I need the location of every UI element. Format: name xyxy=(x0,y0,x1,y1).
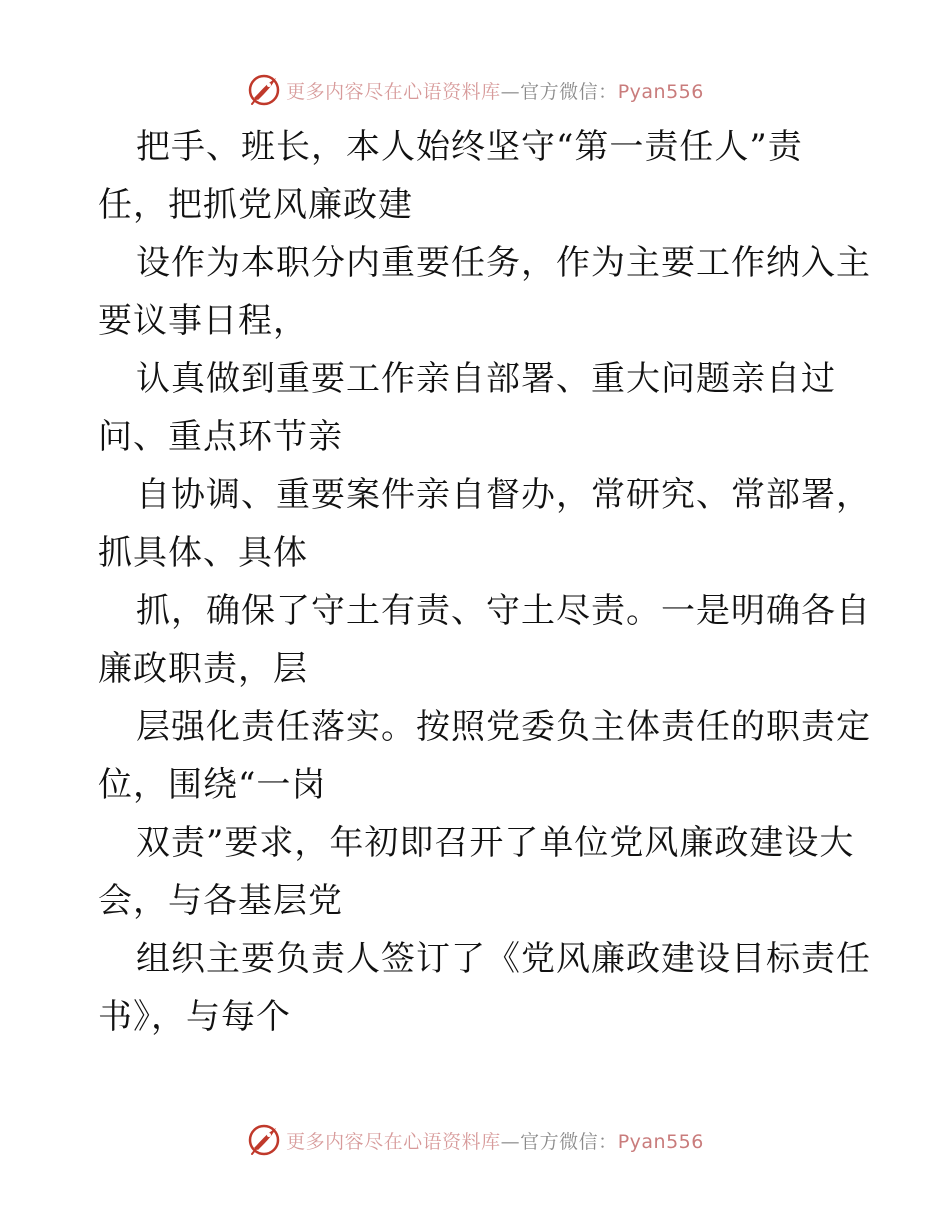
quill-pen-logo-icon xyxy=(246,72,282,108)
paragraph-line: 层强化责任落实。按照党委负主体责任的职责定 xyxy=(136,707,871,747)
paragraph-line: 组织主要负责人签订了《党风廉政建设目标责任 xyxy=(136,939,871,979)
paragraph xyxy=(98,466,898,582)
paragraph-line: 要议事日程， xyxy=(98,301,308,341)
paragraph xyxy=(98,118,898,234)
header-banner xyxy=(0,70,950,110)
paragraph-line: 会，与各基层党 xyxy=(98,881,343,921)
paragraph xyxy=(98,582,898,698)
header-banner-text xyxy=(286,77,704,104)
footer-dash: — xyxy=(500,1130,521,1153)
paragraph-line: 问、重点环节亲 xyxy=(98,417,343,457)
paragraph-line: 双责”要求，年初即召开了单位党风廉政建设大 xyxy=(136,823,855,863)
paragraph xyxy=(98,350,898,466)
paragraph xyxy=(98,234,898,350)
footer-banner-text xyxy=(286,1127,704,1154)
footer-wechat-id: Pyan556 xyxy=(617,1130,704,1153)
paragraph-line: 任，把抓党风廉政建 xyxy=(98,185,413,225)
document-body xyxy=(98,118,898,1046)
paragraph xyxy=(98,814,898,930)
header-dash: — xyxy=(500,80,521,103)
footer-brand: 更多内容尽在心语资料库 xyxy=(286,1130,501,1153)
paragraph-line: 认真做到重要工作亲自部署、重大问题亲自过 xyxy=(136,359,836,399)
header-wechat-label: 官方微信： xyxy=(520,80,618,103)
paragraph xyxy=(98,930,898,1046)
paragraph-line: 书》，与每个 xyxy=(98,997,291,1037)
header-wechat-id: Pyan556 xyxy=(617,80,704,103)
footer-banner xyxy=(0,1120,950,1160)
paragraph-line: 抓，确保了守土有责、守土尽责。一是明确各自 xyxy=(136,591,871,631)
paragraph-line: 抓具体、具体 xyxy=(98,533,308,573)
paragraph-line: 把手、班长，本人始终坚守“第一责任人”责 xyxy=(136,127,803,167)
footer-wechat-label: 官方微信： xyxy=(520,1130,618,1153)
quill-pen-logo-icon xyxy=(246,1122,282,1158)
paragraph-line: 廉政职责，层 xyxy=(98,649,308,689)
header-brand: 更多内容尽在心语资料库 xyxy=(286,80,501,103)
paragraph-line: 设作为本职分内重要任务，作为主要工作纳入主 xyxy=(136,243,871,283)
paragraph-line: 自协调、重要案件亲自督办，常研究、常部署， xyxy=(136,475,871,515)
paragraph-line: 位，围绕“一岗 xyxy=(98,765,327,805)
paragraph xyxy=(98,698,898,814)
